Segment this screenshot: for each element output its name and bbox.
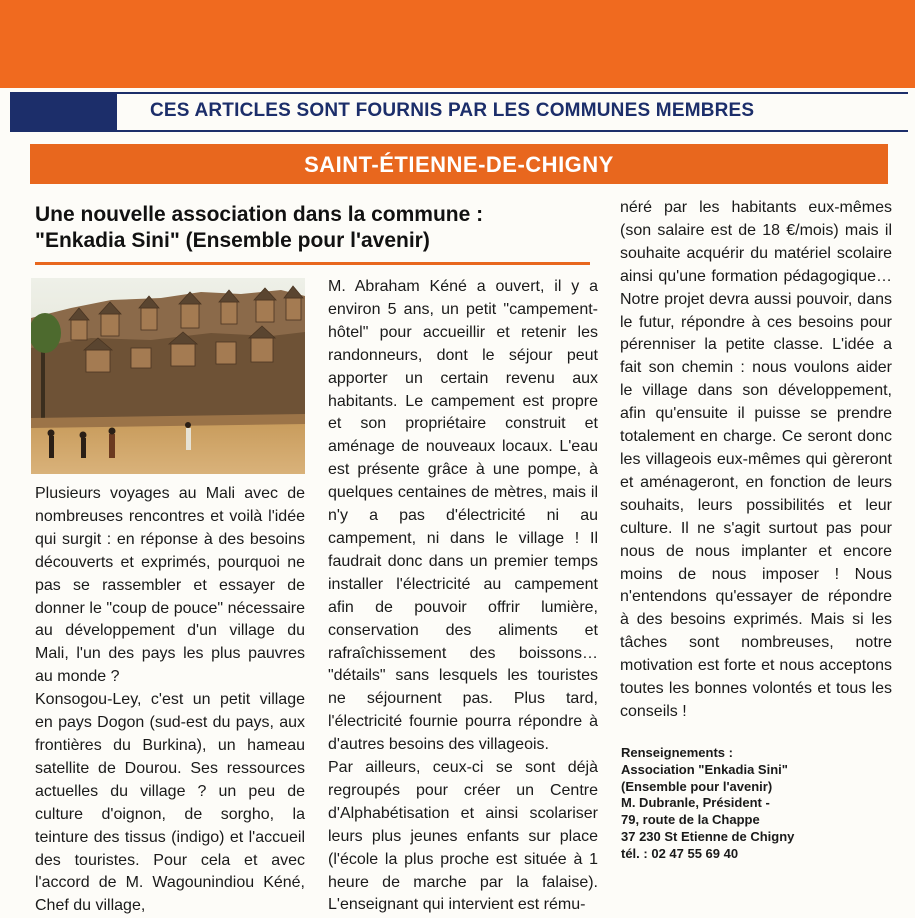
contact-line: (Ensemble pour l'avenir)	[621, 778, 773, 794]
article-title-line-1: Une nouvelle association dans la commune :	[35, 203, 484, 226]
contact-phone: tél. : 02 47 55 69 40	[621, 845, 739, 861]
article-paragraph: Konsogou-Ley, c'est un petit village en pays Dogon (sud-est du pays, aux frontières du Burkina), un hameau satellite de Dourou. Ses ressources actuelles du village ? un peu de culture d'oignon, de sorgho, la teinture des tissus (indigo) et l'accueil des touristes. Pour cela et avec l'accord de M. Wagounindiou Kéné, Chef du village,	[35, 691, 305, 915]
contact-line: 79, route de la Chappe	[621, 812, 760, 828]
contact-heading: Renseignements :	[621, 745, 733, 760]
article-title-line-2: "Enkadia Sini" (Ensemble pour l'avenir)	[35, 229, 430, 252]
article-paragraph: Plusieurs voyages au Mali avec de nombreuses rencontres et voilà l'idée qui surgit : en réponse à des besoins découverts et exprimés, pourquoi ne pas se rassembler et essayer de donner le "coup de pouce" nécessaire au développement d'un village du Mali, l'un des pays les plus pauvres au monde ?	[35, 485, 305, 686]
commune-name: SAINT-ÉTIENNE-DE-CHIGNY	[304, 152, 614, 177]
contact-line: Association "Enkadia Sini"	[621, 761, 788, 777]
article-paragraph: M. Abraham Kéné a ouvert, il y a environ 5 ans, un petit "campement-hôtel" pour accueillir et retenir les randonneurs, dont le séjour peut apporter un certain revenu aux habitants. Le campement est propre et son propriétaire construit et aménage de nouveaux locaux. L'eau est présente grâce à une pompe, à quelques centaines de mètres, mais il n'y a pas d'électricité ni au campement, ni dans le village ! Il faudrait donc dans un premier temps installer l'électricité au campement afin de pouvoir offrir lumière, conservation des aliments et rafraîchissement des boissons… "détails" sans lesquels les touristes ne séjournent pas. Plus tard, l'électricité fournie pourra répondre à d'autres besoins des villageois.	[328, 278, 598, 754]
banner-text: CES ARTICLES SONT FOURNIS PAR LES COMMUNES MEMBRES	[150, 100, 755, 121]
article-column-3	[620, 197, 892, 724]
article-paragraph: Par ailleurs, ceux-ci se sont déjà regroupés pour créer un Centre d'Alphabétisation et ainsi scolariser leurs plus jeunes enfants sur place (l'école la plus proche est située à 1 heure de marche par la falaise). L'enseignant qui intervient est rému-	[328, 759, 598, 914]
banner-navy-block	[10, 94, 117, 130]
article-paragraph: néré par les habitants eux-mêmes (son salaire est de 18 €/mois) mais il souhaite acquérir du matériel scolaire ainsi qu'une formation pédagogique… Notre projet devra aussi pouvoir, dans le futur, répondre à ces besoins pour pérenniser la petite classe. L'idée a fait son chemin : nous voulons aider le village dans son développement, afin qu'ensuite il puisse se prendre totalement en charge. Ce seront donc les villageois eux-mêmes qui gèreront et aménageront, en fonction de leurs souhaits, leurs possibilités et leur culture. Il ne s'agit surtout pas pour nous de nous implanter et encore moins de nous imposer ! Nous n'entendons qu'essayer de répondre à des besoins exprimés. Mais si les tâches sont nombreuses, notre motivation est forte et nous acceptons toutes les bonnes volontés et tous les conseils !	[620, 199, 892, 720]
members-banner	[10, 92, 908, 132]
commune-header-bar	[30, 144, 888, 184]
header-orange-band	[0, 0, 915, 88]
article-column-1	[35, 483, 305, 918]
contact-line: 37 230 St Etienne de Chigny	[621, 828, 795, 844]
contact-info-block	[621, 745, 893, 863]
article-title	[35, 202, 590, 254]
dogon-village-photo	[31, 278, 305, 474]
title-underline	[35, 262, 590, 265]
article-column-2	[328, 276, 598, 917]
contact-line: M. Dubranle, Président -	[621, 795, 770, 811]
